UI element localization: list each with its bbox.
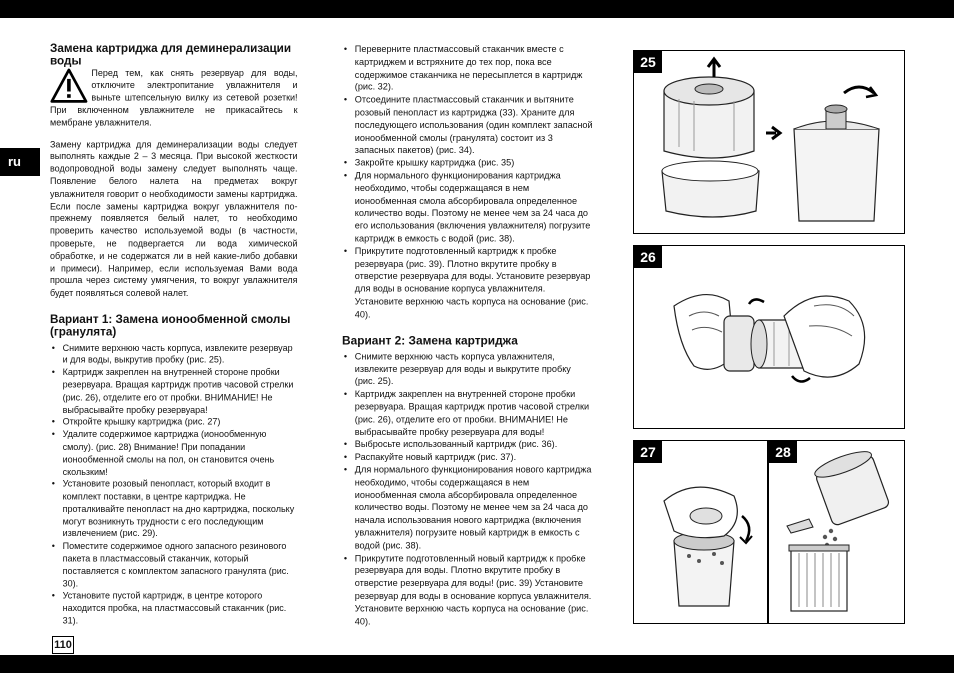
bottom-bar [0,655,954,673]
figure-label: 26 [634,246,662,268]
list-item: • Закройте крышку картриджа (рис. 35) [342,157,593,170]
warning-text: Перед тем, как снять резервуар для воды, отключите электропитание увлажнителя и выньте штепсельную вилку из сетевой розетки! При включенном увлажнителе не прикасайтесь к мембране увлажнителя. [50,68,298,129]
list-item: • Прикрутите подготовленный новый картридж к пробке резервуара для воды. Плотно вкрутите пробку в отверстие резервуара для воды! (рис. 39) Установите резервуар для воды в основание корпуса увлажнителя. Установите верхнюю часть корпуса на основание (рис. 40). [342,553,593,629]
variant1-list [50,342,298,628]
list-item: • Картридж закреплен на внутренней стороне пробки резервуара. Вращая картридж против часовой стрелки (рис. 26), отделите его от пробки. ВНИМАНИЕ! Не выбрасывайте пробку резервуара! [50,367,298,417]
list-item: • Отсоедините пластмассовый стаканчик и вытяните розовый пенопласт из картриджа (33). Храните для последующего использования (один комплект запасной ионообменной смолы (гранулята) состоит из 3 запасных пакетов) (рис. 34). [342,94,593,157]
list-item: • Выбросьте использованный картридж (рис. 36). [342,439,593,452]
list-item: • Прикрутите подготовленный картридж к пробке резервуара (рис. 39). Плотно вкрутите пробку в отверстие резервуара для воды. Установите резервуар для воды в основание корпуса увлажнителя. Установите верхнюю часть корпуса на основание (рис. 40). [342,246,593,322]
figure-label: 27 [634,441,662,463]
figure-27 [633,440,768,624]
language-tab: ru [0,148,40,176]
list-item: • Для нормального функционирования картриджа необходимо, чтобы содержащаяся в нем ионообменная смола абсорбировала определенное количество воды. Поэтому не менее чем за 24 часа до его использования (включения увлажнителя) погрузите картридж в емкость с водой (рис. 38). [342,170,593,246]
list-item: • Установите пустой картридж, в центре которого находится пробка, на пластмассовый стаканчик (рис. 31). [50,591,298,628]
figure-label: 28 [769,441,797,463]
continued-list [342,44,593,321]
hands-twisting-cartridge-icon [634,246,904,428]
variant2-list [342,351,593,628]
cartridge-pouring-granules-icon [769,441,904,623]
list-item: • Картридж закреплен на внутренней стороне пробки резервуара. Вращая картридж против часовой стрелки (рис. 26), отделите его от пробки. ВНИМАНИЕ! Не выбрасывайте пробку резервуара для воды! [342,389,593,439]
list-item: • Снимите верхнюю часть корпуса, извлеките резервуар и для воды, выкрутив пробку (рис. 25). [50,342,298,367]
variant1-heading: Вариант 1: Замена ионообменной смолы (гранулята) [50,311,291,339]
variant2-heading: Вариант 2: Замена картриджа [342,333,518,347]
figure-28 [768,440,905,624]
list-item: • Снимите верхнюю часть корпуса увлажнителя, извлеките резервуар для воды и выкрутите пробку (рис. 25). [342,351,593,389]
cartridge-lid-opening-icon [634,441,767,623]
figure-25 [633,50,905,234]
section-heading-cartridge-replacement: Замена картриджа для деминерализации воды [50,41,292,68]
list-item: • Удалите содержимое картриджа (ионообменную смолу). (рис. 28) Внимание! При попадании ионообменной смолы на пол, он становится очень скользким! [50,429,298,479]
figure-26 [633,245,905,429]
left-column [50,42,298,628]
figure-label: 25 [634,51,662,73]
list-item: • Откройте крышку картриджа (рис. 27) [50,417,298,429]
right-column [342,44,593,628]
list-item: • Для нормального функционирования нового картриджа необходимо, чтобы содержащаяся в нем ионообменная смола абсорбировала определенное количество воды. Поэтому не менее чем за 24 часа до начала использования нового картриджа (включения увлажнителя) погрузите новый картридж в емкость с водой (рис. 38). [342,464,593,552]
intro-paragraph: Замену картриджа для деминерализации воды следует выполнять каждые 2 – 3 месяца. При высокой жесткости водопроводной воды замену следует выполнять чаще. Появление белого налета на предметах вокруг увлажнителя говорит о необходимости замены картриджа. Если после замены картриджа вокруг увлажнителя по-прежнему появляется белый налет, то необходимо проверить качество используемой воды (в частности, проверьте, не подвергается ли вода химической обработке, и не содержатся ли в ней какие-либо добавки и примеси). Например, если используемая Вами вода прошла через систему умягчения, то вокруг увлажнителя будет появляться солевой налет. [50,139,298,299]
list-item: • Переверните пластмассовый стаканчик вместе с картриджем и встряхните до тех пор, пока все содержимое стаканчика не пересыплется в картридж (рис. 32). [342,44,593,94]
list-item: • Установите розовый пенопласт, который входит в комплект поставки, в центре картриджа. Не проталкивайте пенопласт на дно картриджа, поскольку могут возникнуть трудности с его последующим извлечением (рис. 29). [50,479,298,541]
humidifier-disassembly-icon [634,51,904,233]
warning-triangle-icon [50,68,88,104]
page-number: 110 [52,636,74,654]
top-bar [0,0,954,18]
list-item: • Распакуйте новый картридж (рис. 37). [342,452,593,465]
list-item: • Поместите содержимое одного запасного резинового пакета в пластмассовый стаканчик, который поставляется с комплектом запасного гранулята (рис. 30). [50,541,298,591]
warning-block [50,68,298,130]
